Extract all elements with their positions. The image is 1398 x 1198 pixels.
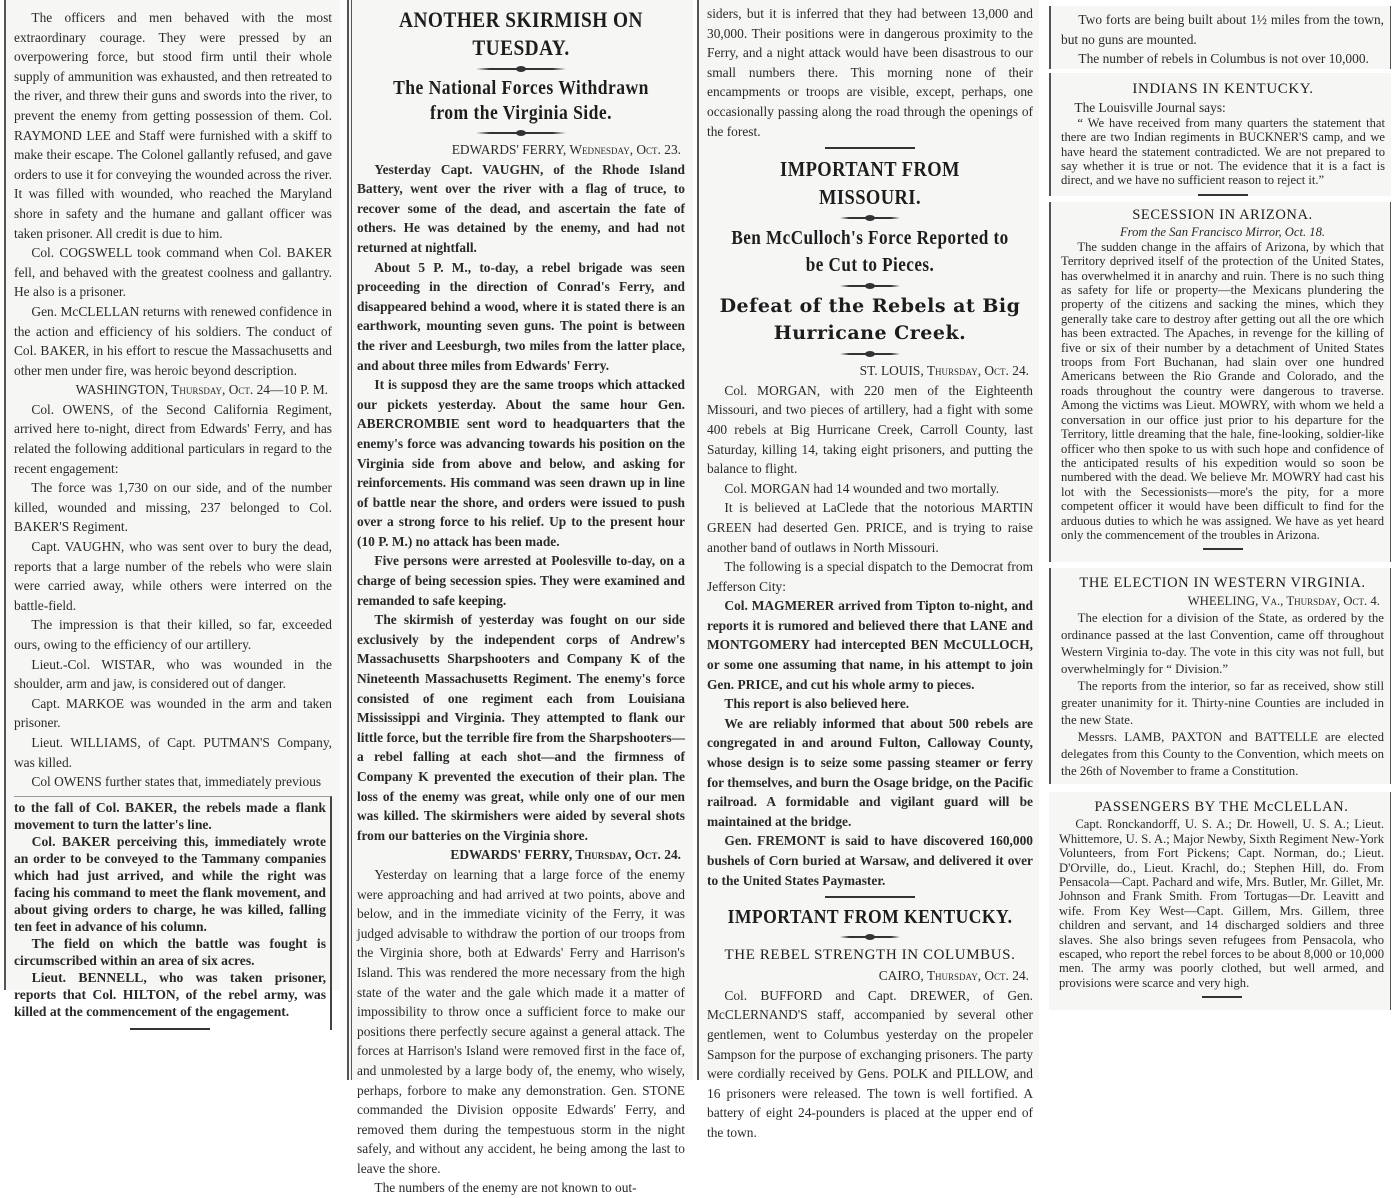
- passengers-article: [1049, 792, 1391, 1010]
- dateline: CAIRO, Thursday, Oct. 24.: [878, 968, 1029, 984]
- col3-paragraph: The following is a special dispatch to the Democrat from Jefferson City:: [707, 559, 1033, 594]
- col2-paragraph: It is supposd they are the same troops which attacked our pickets yesterday. About the same hour Gen. ABERCROMBIE sent word to headquarters that the enemy's force was advancing towards his position on the Virginia side from above and below, and asking for reinforcements. His command was seen drawn up in line of battle near the shore, and orders were issued to push over a strong force to his relief. Up to the present hour (10 P. M.) no attack has been made.: [357, 377, 685, 549]
- col4-paragraph: The number of rebels in Columbus is not over 10,000.: [1078, 51, 1369, 67]
- col1-paragraph: The field on which the battle was fought is circumscribed within an area of six acres.: [14, 935, 326, 968]
- ornament-divider: [840, 936, 900, 938]
- column-2: [347, 0, 693, 1196]
- col1-paragraph: Lieut.-Col. WISTAR, who was wounded in the shoulder, arm and jaw, is considered out of danger.: [14, 656, 332, 692]
- col2-paragraph: About 5 P. M., to-day, a rebel brigade was seen proceeding in the direction of Conrad's Ferry, and disappeared behind a wood, where it is stated there is an earthwork, mounting seven guns. The point is between the river and Leesburgh, two miles from the latter place, and about three miles from Edwards' Ferry.: [357, 259, 685, 373]
- col2-paragraph: The skirmish of yesterday was fought on our side exclusively by the independent corps of Andrew's Massachusetts Sharpshooters and Company K of the Nineteenth Massachusetts Regiment. The enemy's force consisted of one regiment each from Louisiana Mississippi and Virginia. They attempted to flank our little force, but the terrible fire from the Sharpshooters—a rebel falling at each shot—and the firmness of Company K prevented the execution of their plan. The loss of the enemy was great, while only one of our men was killed. The skirmishers were aided by several shots from our batteries on the Virginia shore.: [357, 612, 685, 843]
- section-divider: [1198, 194, 1248, 196]
- col3-paragraph: We are reliably informed that about 500 rebels are congregated in and around Fulton, Calloway County, whose design is to seize some passing steamer or ferry for themselves, and burn the Osage bridge, on the Pacific railroad. A formidable and vigilant guard will be maintained at the bridge.: [707, 715, 1033, 829]
- col1-paragraph: The officers and men behaved with the most extraordinary courage. They were pressed by an overpowering force, but stood firm until their whole supply of ammunition was exhausted, and then retreated to the river, and threw their guns and swords into the river, to prevent the enemy from getting possession of them. Col. RAYMOND LEE and Staff were furnished with a skiff to make their escape. The Colonel gallantly refused, and gave orders to use it for conveying the wounded across the river. It was filled with wounded, who reached the Maryland shore in safety and the humane and gallant officer was taken prisoner. All credit is due to him.: [14, 10, 332, 241]
- col1-paragraph: Col OWENS further states that, immediately previous: [31, 774, 322, 790]
- article-headline: INDIANS IN KENTUCKY.: [1132, 80, 1314, 97]
- article-paragraph: The election for a division of the State, as ordered by the ordinance passed at the last Convention, came off throughout Western Virginia to-day. The vote in this city was not full, but overwhelmingly for “ Division.”: [1061, 611, 1384, 677]
- column-4: [1043, 0, 1395, 1080]
- headline: IMPORTANT FROM KENTUCKY.: [727, 906, 1013, 929]
- article-headline: SECESSION IN ARIZONA.: [1132, 206, 1313, 223]
- article-body: The sudden change in the affairs of Arizona, by which that Territory deprived itself of the protection of the United States, has overwhelmed it in anarchy and ruin. There is no such thing as safety for life or property—the Mexicans plundering the property of the citizens and sacking the mines, which they generally take care to destroy after getting out all the ore which has been extracted. The Apaches, in revenge for the killing of five or six of their number by a detachment of United States troops from Fort Buchanan, had slain over one hundred Americans between the Rio Grande and Colorado, and the roads throughout the country were dangerous to traverse. Among the victims was Lieut. MOWRY, with whom we held a conversation in our office just prior to his departure for the Territory, little dreaming that the hale, fine-looking, soldier-like officer who then spoke to us with such hope and confidence of the anticipated results of his expedition would so soon be numbered with the dead. We believe Mr. MOWRY had cast his lot with the Secessionists—more's the pity, for a more competent officer it would have been difficult to find for the arduous duties to which he was assigned. We have as yet heard only the commencement of the troubles in Arizona.: [1061, 239, 1384, 542]
- columbus-continuation: [1049, 6, 1391, 69]
- column-3: [697, 0, 1039, 1140]
- col3-paragraph: This report is also believed here.: [724, 696, 910, 712]
- section-divider: [825, 896, 915, 898]
- col1-paragraph: Col. COGSWELL took command when Col. BAKER fell, and behaved with the greatest coolness and gallantry. He also is a prisoner.: [14, 245, 332, 300]
- section-divider: [1202, 996, 1242, 998]
- col1-paragraph: Col. OWENS, of the Second California Regiment, arrived here to-night, direct from Edwards' Ferry, and has related the following additional particulars in regard to the recent engagement:: [14, 401, 332, 476]
- article-source: From the San Francisco Mirror, Oct. 18.: [1119, 224, 1326, 239]
- section-divider: [130, 1028, 210, 1030]
- article-paragraph: Messrs. LAMB, PAXTON and BATTELLE are elected delegates from this County to the Convention, which meets on the 26th of November to frame a Constitution.: [1061, 730, 1384, 779]
- col1-paragraph: Lieut. BENNELL, who was taken prisoner, reports that Col. HILTON, of the rebel army, was killed at the commencement of the engagement.: [14, 969, 326, 1019]
- ornament-divider: [476, 68, 566, 70]
- article-paragraph: The reports from the interior, so far as received, show still greater unanimity for it. Thirty-nine Counties are included in the new State.: [1061, 679, 1384, 728]
- section-divider: [1203, 548, 1243, 550]
- article-quote: “ We have received from many quarters the statement that there are two Indian regiments in BUCKNER'S camp, and we have heard the statement contradicted. We are not prepared to say whether it is true or not. The evidence that it is a fact is direct, and we have no sufficient reason to reject it.”: [1061, 115, 1385, 188]
- col2-paragraph: Yesterday on learning that a large force of the enemy were approaching and had arrived at two points, above and below, and in the immediate vicinity of the Ferry, it was judged advisable to withdraw the portion of our troops from the Virginia shore, both at Edwards' Ferry and Harrison's Island. This was rendered the more necessary from the high state of the water and the gale which made it a matter of impossibility to throw once a sufficient force to make our positions there perfectly secure against a general attack. The forces at Harrison's Island were removed first in the face of, and unmolested by a large body of, the enemy, who wisely, perhaps, forbore to make any demonstration. Gen. STONE commanded the Division opposite Edwards' Ferry, and removed them during the tempestuous storm in the night safely, and without any accident, he being among the last to leave the shore.: [357, 866, 685, 1176]
- article-intro: The Louisville Journal says:: [1074, 99, 1226, 115]
- article-body: Capt. Ronckandorff, U. S. A.; Dr. Howell, U. S. A.; Lieut. Whittemore, U. S. A.; Major Newby, Sixth Regiment New-York Volunteers, from Fort Pickens; Capt. Norman, do.; Lieut. D'Orville, do., Lieut. Krachl, do.; Stephen Hill, do. From Pensacola—Capt. Pachard and wife, Mrs. Butler, Mr. Gillet, Mr. Johnson and Frank Smith. From Tortugas—Dr. Leavitt and wife. From Key West—Capt. Gillem, Mrs. Gillem, three children and servant, and 14 discharged soldiers and three slaves. She also brings seven refugees from Pensacola, who escaped, who report the rebel forces to be about 8,000 or 10,000 men. The army was poorly clothed, but well armed, and provisions were scarce and very high.: [1059, 817, 1384, 990]
- dateline: EDWARDS' FERRY, Wednesday, Oct. 23.: [451, 142, 681, 157]
- col3-paragraph: Col. MAGMERER arrived from Tipton to-night, and reports it is rumored and believed there that LANE and MONTGOMERY had intercepted BEN McCULLOCH, or some one assuming that name, in his attempt to join Gen. PRICE, and cut his whole army to pieces.: [707, 598, 1033, 692]
- col3-paragraph: Gen. FREMONT is said to have discovered 160,000 bushels of Corn buried at Warsaw, and delivered it over to the United States Paymaster.: [707, 833, 1033, 888]
- dateline: ST. LOUIS, Thursday, Oct. 24.: [859, 363, 1029, 379]
- article-headline: PASSENGERS BY THE McCLELLAN.: [1094, 799, 1349, 816]
- col1-dateline: WASHINGTON, Thursday, Oct. 24—10 P. M.: [75, 382, 328, 398]
- col1-boxed-clipping: [14, 796, 332, 1030]
- column-1: [4, 0, 340, 1019]
- col2-paragraph: The numbers of the enemy are not known to out-: [374, 1180, 637, 1196]
- headline: IMPORTANT FROM MISSOURI.: [780, 157, 960, 210]
- subheadline: The National Forces Withdrawn from the Virginia Side.: [393, 77, 649, 124]
- col2-paragraph: Five persons were arrested at Poolesville to-day, on a charge of being secession spies. They were examined and remanded to safe keeping.: [357, 553, 685, 608]
- col3-paragraph: Col. MORGAN had 14 wounded and two mortally.: [724, 480, 1000, 496]
- ornament-divider: [840, 353, 900, 355]
- dateline: EDWARDS' FERRY, Thursday, Oct. 24.: [450, 847, 681, 863]
- col1-paragraph: The impression is that their killed, so far, exceeded ours, owing to the efficiency of our artillery.: [14, 617, 332, 652]
- col1-paragraph: Capt. VAUGHN, who was sent over to bury the dead, reports that a large number of the rebels who were slain were carried away, while others were interred on the battle-field.: [14, 539, 332, 613]
- col1-paragraph: Gen. McCLELLAN returns with renewed confidence in the action and efficiency of his soldiers. The conduct of Col. BAKER, in his effort to rescue the Massachusetts and other men under fire, was heroic beyond description.: [14, 303, 332, 378]
- col1-paragraph: The force was 1,730 on our side, and of the number killed, wounded and missing, 237 belonged to Col. BAKER'S Regiment.: [14, 480, 332, 535]
- indians-article: [1049, 73, 1391, 196]
- col3-paragraph: Col. BUFFORD and Capt. DREWER, of Gen. McCLERNAND'S staff, accompanied by several other gentlemen, went to Columbus yesterday on the propeler Sampson for the purpose of exchanging prisoners. The party were cordially received by Gens. POLK and PILLOW, and 16 prisoners were released. The town is well fortified. A battery of eight 24-pounders is placed at the upper end of the town.: [707, 987, 1033, 1140]
- ornament-divider: [840, 217, 900, 219]
- col3-paragraph: siders, but it is inferred that they had between 13,000 and 30,000. Their positions were in dangerous proximity to the Ferry, and a night attack would have been disastrous to our small numbers there. This morning none of their encampments or troops are visible, except, perhaps, one occasionally passing along the road through the openings of the forest.: [707, 6, 1033, 139]
- virginia-article: [1049, 568, 1391, 784]
- col1-paragraph: Col. BAKER perceiving this, immediately wrote an order to be conveyed to the Tammany companies which had just arrived, and while the right was facing his command to meet the flank movement, and about giving orders to charge, he was killed, falling ten feet in advance of his column.: [14, 833, 326, 934]
- col1-paragraph: Lieut. WILLIAMS, of Capt. PUTMAN'S Company, was killed.: [14, 734, 332, 770]
- article-headline: THE ELECTION IN WESTERN VIRGINIA.: [1079, 575, 1366, 592]
- ornament-divider: [840, 285, 900, 287]
- dateline: WHEELING, Va., Thursday, Oct. 4.: [1187, 594, 1380, 609]
- subheadline: Ben McCulloch's Force Reported to be Cut to Pieces.: [731, 228, 1009, 277]
- subheadline: THE REBEL STRENGTH IN COLUMBUS.: [724, 947, 1016, 964]
- col1-paragraph: to the fall of Col. BAKER, the rebels made a flank movement to turn the latter's line.: [14, 799, 326, 832]
- col4-paragraph: Two forts are being built about 1½ miles from the town, but no guns are mounted.: [1061, 12, 1384, 47]
- section-divider: [825, 147, 915, 149]
- headline: ANOTHER SKIRMISH ON TUESDAY.: [399, 7, 643, 60]
- col3-paragraph: Col. MORGAN, with 220 men of the Eighteenth Missouri, and two pieces of artillery, had a fight with some 400 rebels at Big Hurricane Creek, Carroll County, last Saturday, killing 14, taking eight prisoners, and putting the balance to flight.: [707, 382, 1033, 477]
- col2-paragraph: Yesterday Capt. VAUGHN, of the Rhode Island Battery, went over the river with a flag of truce, to recover some of the dead, and ascertain the fate of others. He was detained by the enemy, and had not returned at nightfall.: [357, 161, 685, 255]
- col3-paragraph: It is believed at LaClede that the notorious MARTIN GREEN had deserted Gen. PRICE, and is trying to raise another band of outlaws in North Missouri.: [707, 500, 1033, 555]
- ornament-divider: [476, 132, 566, 134]
- subheadline: Defeat of the Rebels at Big Hurricane Creek.: [719, 295, 1021, 345]
- col1-paragraph: Capt. MARKOE was wounded in the arm and taken prisoner.: [14, 695, 332, 731]
- arizona-article: [1049, 202, 1391, 563]
